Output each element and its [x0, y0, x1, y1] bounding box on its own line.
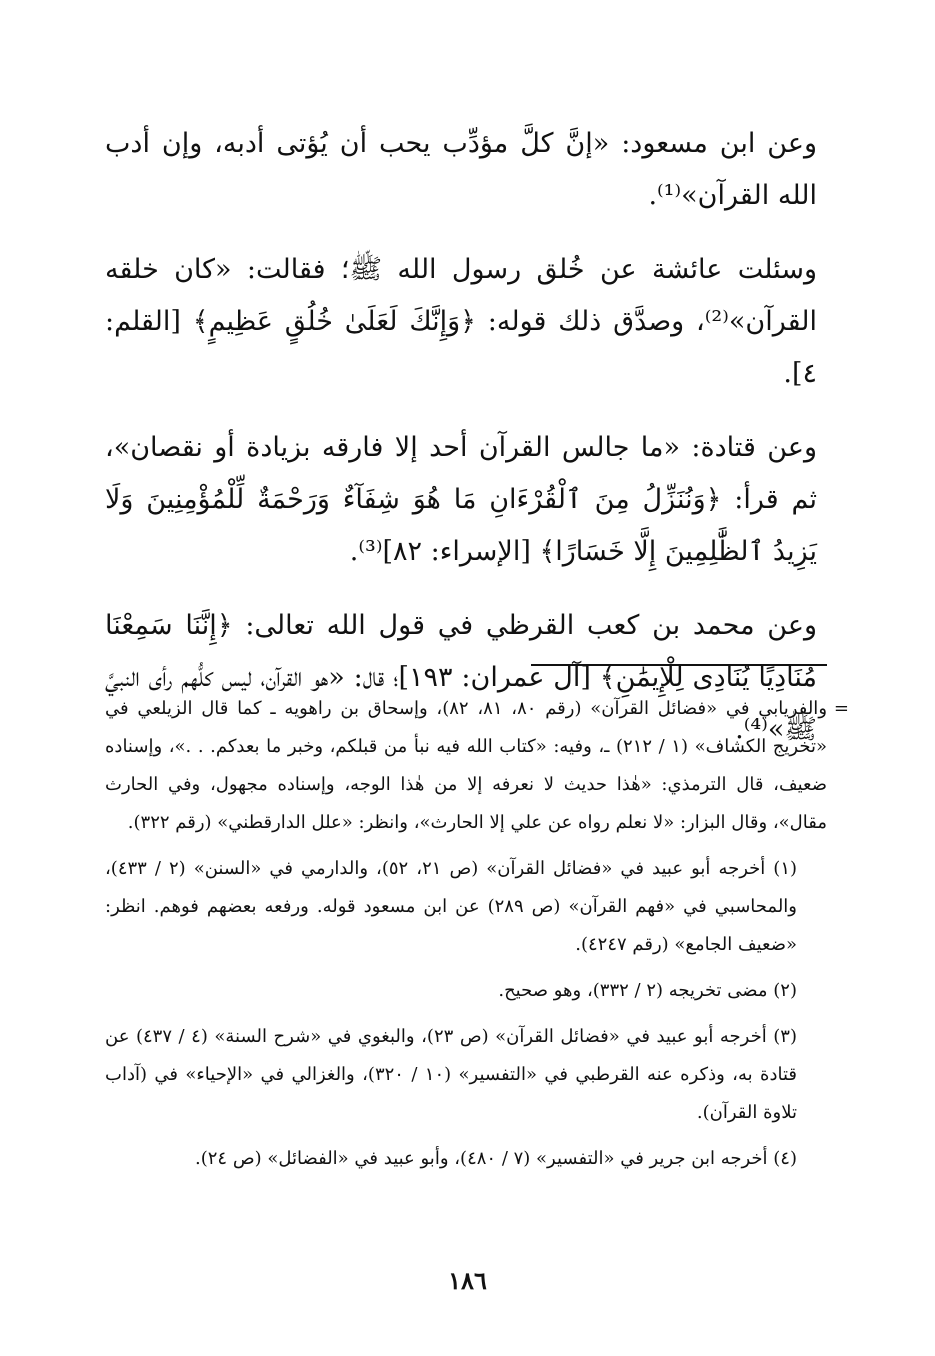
- footnote-separator: [531, 664, 827, 666]
- footnote-1: (١) أخرجه أبو عبيد في «فضائل القرآن» (ص ٢١، ٥٢)، والدارمي في «السنن» (٢ / ٤٣٣)، والمحاسبي في «فهم القرآن» (ص ٢٨٩) عن ابن مسعود قوله. ورفعه بعضهم فوهم. انظر: «ضعيف الجامع» (رقم ٤٢٤٧).: [105, 858, 798, 955]
- continuation-mark: =: [833, 698, 849, 719]
- page-number: ١٨٦: [448, 1266, 487, 1295]
- footnote-2: (٢) مضى تخريجه (٢ / ٣٣٢)، وهو صحيح.: [498, 980, 797, 1001]
- main-text: [105, 118, 817, 778]
- footnote-3: (٣) أخرجه أبو عبيد في «فضائل القرآن» (ص ٢٣)، والبغوي في «شرح السنة» (٤ / ٤٣٧) عن قتادة به، وذكره عنه القرطبي في «التفسير» (١٠ / ٣٢٠)، والغزالي في «الإحياء» في (آداب تلاوة القرآن).: [105, 1026, 797, 1123]
- paragraph-qatada: وعن قتادة: «ما جالس القرآن أحد إلا فارقه بزيادة أو نقصان»، ثم قرأ: ﴿وَنُنَزِّلُ مِنَ ٱلْقُرْءَانِ مَا هُوَ شِفَآءٌ وَرَحْمَةٌ لِّلْمُؤْمِنِينَ وَلَا يَزِيدُ ٱلظَّٰلِمِينَ إِلَّا خَسَارًا﴾ [الإسراء: ٨٢]⁽³⁾.: [105, 432, 817, 567]
- paragraph-ibn-masud: وعن ابن مسعود: «إنَّ كلَّ مؤدِّب يحب أن يُؤتى أدبه، وإن أدب الله القرآن»⁽¹⁾.: [105, 128, 817, 211]
- footnote-continuation-text: والفريابي في «فضائل القرآن» (رقم ٨٠، ٨١، ٨٢)، وإسحاق بن راهويه ـ كما قال الزيلعي في «تخريج الكشاف» (١ / ٢١٢) ـ، وفيه: «كتاب الله فيه نبأ من قبلكم، وخبر ما بعدكم. . .»، وإسناده ضعيف، قال الترمذي: «هٰذا حديث لا نعرفه إلا من هٰذا الوجه، وإسناده مجهول، وفي الحارث مقال»، وقال البزار: «لا نعلم رواه عن علي إلا الحارث»، وانظر: «علل الدارقطني» (رقم ٣٢٢).: [105, 698, 828, 833]
- paragraph-aisha: وسئلت عائشة عن خُلق رسول الله ﷺ؛ فقالت: «كان خلقه القرآن»⁽²⁾، وصدَّق ذلك قوله: ﴿وَإِنَّكَ لَعَلَىٰ خُلُقٍ عَظِيمٍ﴾ [القلم: ٤].: [105, 254, 817, 389]
- paragraph-qurazi: وعن محمد بن كعب القرظي في قول الله تعالى: ﴿إِنَّنَا سَمِعْنَا مُنَادِيًا يُنَادِى لِلْإِيمَٰنِ﴾ [آل عمران: ١٩٣]؛ قال: «هو القرآن، ليس كلُّهم رأى النبيَّ ﷺ»⁽⁴⁾.: [105, 610, 817, 745]
- footnotes: [105, 690, 849, 1186]
- footnote-4: (٤) أخرجه ابن جرير في «التفسير» (٧ / ٤٨٠)، وأبو عبيد في «الفضائل» (ص ٢٤).: [195, 1148, 797, 1169]
- footnote-continuation: [105, 690, 849, 842]
